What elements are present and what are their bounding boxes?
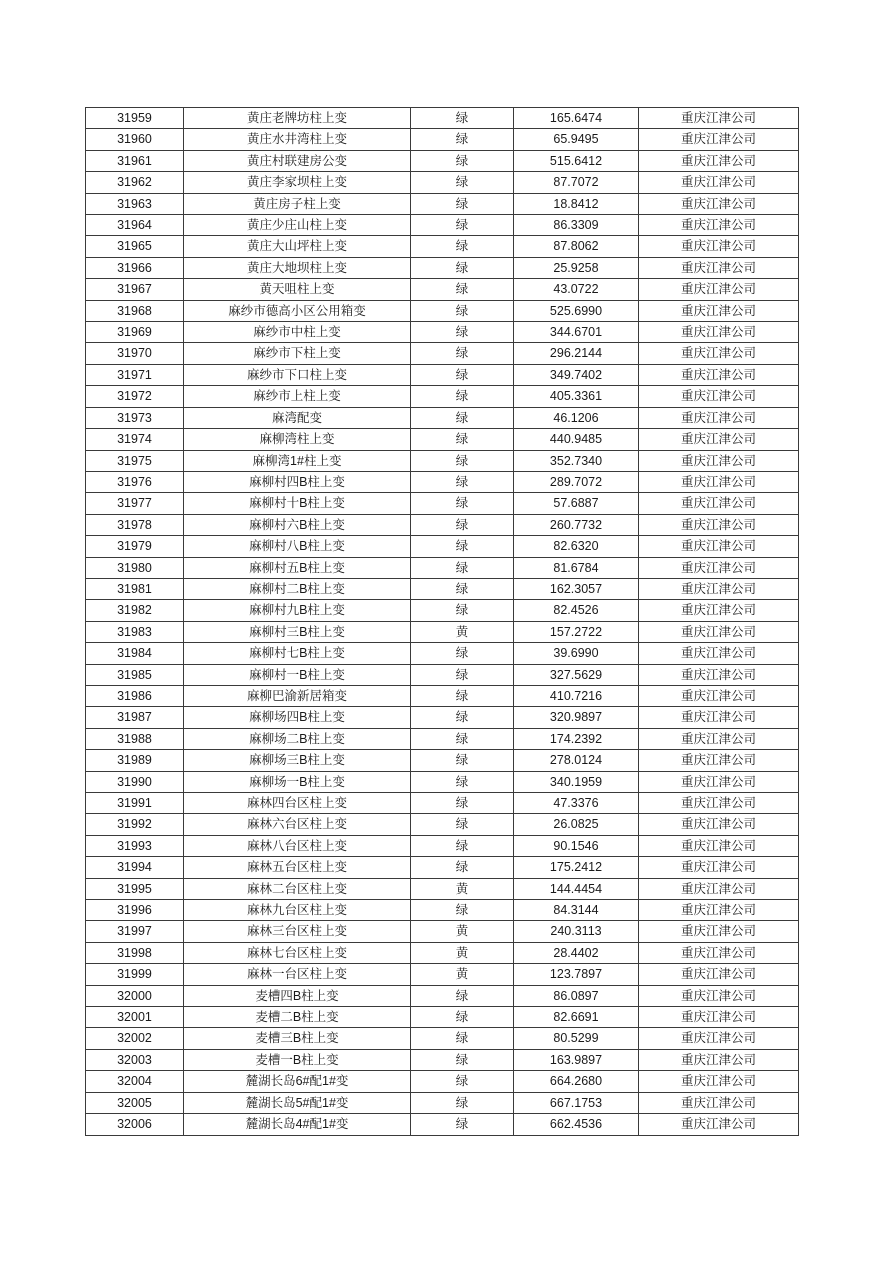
value-cell: 28.4402 (514, 942, 639, 963)
status-cell: 绿 (411, 1007, 514, 1028)
name-cell: 麻纱市上柱上变 (184, 386, 411, 407)
row-id-cell: 31962 (86, 172, 184, 193)
company-cell: 重庆江津公司 (639, 793, 799, 814)
company-cell: 重庆江津公司 (639, 407, 799, 428)
value-cell: 57.6887 (514, 493, 639, 514)
table-row (86, 108, 799, 129)
status-cell: 绿 (411, 322, 514, 343)
table-row (86, 771, 799, 792)
table-row (86, 450, 799, 471)
table-row (86, 707, 799, 728)
value-cell: 340.1959 (514, 771, 639, 792)
row-id-cell: 31970 (86, 343, 184, 364)
table-row (86, 664, 799, 685)
table-row (86, 429, 799, 450)
table-row (86, 364, 799, 385)
table-row (86, 300, 799, 321)
value-cell: 664.2680 (514, 1071, 639, 1092)
name-cell: 麦槽一B柱上变 (184, 1049, 411, 1070)
status-cell: 绿 (411, 728, 514, 749)
value-cell: 662.4536 (514, 1114, 639, 1135)
value-cell: 157.2722 (514, 621, 639, 642)
company-cell: 重庆江津公司 (639, 471, 799, 492)
status-cell: 黄 (411, 621, 514, 642)
company-cell: 重庆江津公司 (639, 322, 799, 343)
table-row (86, 322, 799, 343)
status-cell: 绿 (411, 1071, 514, 1092)
value-cell: 46.1206 (514, 407, 639, 428)
name-cell: 麻林七台区柱上变 (184, 942, 411, 963)
company-cell: 重庆江津公司 (639, 1007, 799, 1028)
table-row (86, 236, 799, 257)
value-cell: 18.8412 (514, 193, 639, 214)
table-row (86, 685, 799, 706)
row-id-cell: 32005 (86, 1092, 184, 1113)
table-row (86, 878, 799, 899)
status-cell: 绿 (411, 707, 514, 728)
name-cell: 黄庄李家坝柱上变 (184, 172, 411, 193)
company-cell: 重庆江津公司 (639, 814, 799, 835)
value-cell: 82.6691 (514, 1007, 639, 1028)
table-row (86, 643, 799, 664)
status-cell: 绿 (411, 386, 514, 407)
company-cell: 重庆江津公司 (639, 750, 799, 771)
value-cell: 320.9897 (514, 707, 639, 728)
table-row (86, 557, 799, 578)
row-id-cell: 31979 (86, 536, 184, 557)
value-cell: 165.6474 (514, 108, 639, 129)
company-cell: 重庆江津公司 (639, 557, 799, 578)
table-row (86, 1071, 799, 1092)
value-cell: 123.7897 (514, 964, 639, 985)
company-cell: 重庆江津公司 (639, 172, 799, 193)
row-id-cell: 31993 (86, 835, 184, 856)
row-id-cell: 31976 (86, 471, 184, 492)
row-id-cell: 31989 (86, 750, 184, 771)
row-id-cell: 31975 (86, 450, 184, 471)
row-id-cell: 31984 (86, 643, 184, 664)
status-cell: 绿 (411, 108, 514, 129)
table-row (86, 129, 799, 150)
company-cell: 重庆江津公司 (639, 1049, 799, 1070)
value-cell: 296.2144 (514, 343, 639, 364)
company-cell: 重庆江津公司 (639, 771, 799, 792)
name-cell: 黄庄大地坝柱上变 (184, 257, 411, 278)
row-id-cell: 31985 (86, 664, 184, 685)
status-cell: 绿 (411, 557, 514, 578)
company-cell: 重庆江津公司 (639, 108, 799, 129)
company-cell: 重庆江津公司 (639, 279, 799, 300)
status-cell: 绿 (411, 1049, 514, 1070)
value-cell: 163.9897 (514, 1049, 639, 1070)
row-id-cell: 31972 (86, 386, 184, 407)
table-row (86, 279, 799, 300)
status-cell: 绿 (411, 578, 514, 599)
name-cell: 麻林二台区柱上变 (184, 878, 411, 899)
company-cell: 重庆江津公司 (639, 514, 799, 535)
status-cell: 绿 (411, 300, 514, 321)
status-cell: 绿 (411, 814, 514, 835)
status-cell: 绿 (411, 407, 514, 428)
name-cell: 麻柳村一B柱上变 (184, 664, 411, 685)
name-cell: 麻纱市下柱上变 (184, 343, 411, 364)
value-cell: 84.3144 (514, 900, 639, 921)
name-cell: 麻林四台区柱上变 (184, 793, 411, 814)
status-cell: 绿 (411, 257, 514, 278)
row-id-cell: 31971 (86, 364, 184, 385)
table-row (86, 150, 799, 171)
company-cell: 重庆江津公司 (639, 150, 799, 171)
status-cell: 绿 (411, 129, 514, 150)
row-id-cell: 31992 (86, 814, 184, 835)
status-cell: 绿 (411, 471, 514, 492)
row-id-cell: 31965 (86, 236, 184, 257)
name-cell: 黄庄水井湾柱上变 (184, 129, 411, 150)
value-cell: 65.9495 (514, 129, 639, 150)
value-cell: 80.5299 (514, 1028, 639, 1049)
name-cell: 麻林九台区柱上变 (184, 900, 411, 921)
name-cell: 麓湖长岛6#配1#变 (184, 1071, 411, 1092)
value-cell: 405.3361 (514, 386, 639, 407)
status-cell: 绿 (411, 236, 514, 257)
row-id-cell: 32006 (86, 1114, 184, 1135)
company-cell: 重庆江津公司 (639, 193, 799, 214)
table-row (86, 1092, 799, 1113)
row-id-cell: 31999 (86, 964, 184, 985)
table-row (86, 621, 799, 642)
name-cell: 麻纱市德高小区公用箱变 (184, 300, 411, 321)
table-row (86, 793, 799, 814)
status-cell: 绿 (411, 150, 514, 171)
company-cell: 重庆江津公司 (639, 942, 799, 963)
table-row (86, 215, 799, 236)
table-body (86, 108, 799, 1136)
status-cell: 绿 (411, 514, 514, 535)
row-id-cell: 31961 (86, 150, 184, 171)
status-cell: 绿 (411, 685, 514, 706)
status-cell: 绿 (411, 1028, 514, 1049)
value-cell: 81.6784 (514, 557, 639, 578)
company-cell: 重庆江津公司 (639, 300, 799, 321)
name-cell: 麻林三台区柱上变 (184, 921, 411, 942)
row-id-cell: 32004 (86, 1071, 184, 1092)
row-id-cell: 31998 (86, 942, 184, 963)
table-row (86, 172, 799, 193)
status-cell: 绿 (411, 279, 514, 300)
table-row (86, 857, 799, 878)
name-cell: 麻柳村三B柱上变 (184, 621, 411, 642)
value-cell: 39.6990 (514, 643, 639, 664)
company-cell: 重庆江津公司 (639, 728, 799, 749)
name-cell: 麻湾配变 (184, 407, 411, 428)
name-cell: 麻柳村十B柱上变 (184, 493, 411, 514)
name-cell: 黄庄村联建房公变 (184, 150, 411, 171)
value-cell: 525.6990 (514, 300, 639, 321)
table-row (86, 985, 799, 1006)
row-id-cell: 31964 (86, 215, 184, 236)
company-cell: 重庆江津公司 (639, 621, 799, 642)
name-cell: 黄天咀柱上变 (184, 279, 411, 300)
name-cell: 麻柳湾1#柱上变 (184, 450, 411, 471)
name-cell: 麻柳村四B柱上变 (184, 471, 411, 492)
row-id-cell: 31996 (86, 900, 184, 921)
row-id-cell: 31986 (86, 685, 184, 706)
status-cell: 绿 (411, 193, 514, 214)
value-cell: 240.3113 (514, 921, 639, 942)
transformer-table (85, 107, 799, 1136)
table-row (86, 386, 799, 407)
row-id-cell: 31995 (86, 878, 184, 899)
row-id-cell: 31982 (86, 600, 184, 621)
company-cell: 重庆江津公司 (639, 343, 799, 364)
table-row (86, 1049, 799, 1070)
status-cell: 绿 (411, 857, 514, 878)
table-row (86, 343, 799, 364)
company-cell: 重庆江津公司 (639, 643, 799, 664)
value-cell: 162.3057 (514, 578, 639, 599)
table-row (86, 964, 799, 985)
name-cell: 麻柳湾柱上变 (184, 429, 411, 450)
value-cell: 349.7402 (514, 364, 639, 385)
row-id-cell: 32003 (86, 1049, 184, 1070)
row-id-cell: 31973 (86, 407, 184, 428)
status-cell: 绿 (411, 429, 514, 450)
name-cell: 麓湖长岛5#配1#变 (184, 1092, 411, 1113)
company-cell: 重庆江津公司 (639, 1028, 799, 1049)
company-cell: 重庆江津公司 (639, 1092, 799, 1113)
company-cell: 重庆江津公司 (639, 878, 799, 899)
status-cell: 绿 (411, 215, 514, 236)
status-cell: 绿 (411, 1114, 514, 1135)
name-cell: 麻柳场四B柱上变 (184, 707, 411, 728)
company-cell: 重庆江津公司 (639, 835, 799, 856)
value-cell: 82.4526 (514, 600, 639, 621)
row-id-cell: 31990 (86, 771, 184, 792)
name-cell: 麻柳村二B柱上变 (184, 578, 411, 599)
row-id-cell: 31966 (86, 257, 184, 278)
table-row (86, 514, 799, 535)
value-cell: 87.8062 (514, 236, 639, 257)
status-cell: 绿 (411, 750, 514, 771)
row-id-cell: 31983 (86, 621, 184, 642)
value-cell: 410.7216 (514, 685, 639, 706)
row-id-cell: 31968 (86, 300, 184, 321)
name-cell: 麻林八台区柱上变 (184, 835, 411, 856)
status-cell: 黄 (411, 878, 514, 899)
name-cell: 黄庄老牌坊柱上变 (184, 108, 411, 129)
status-cell: 绿 (411, 343, 514, 364)
status-cell: 绿 (411, 364, 514, 385)
name-cell: 麻柳村九B柱上变 (184, 600, 411, 621)
value-cell: 144.4454 (514, 878, 639, 899)
row-id-cell: 31960 (86, 129, 184, 150)
value-cell: 90.1546 (514, 835, 639, 856)
name-cell: 黄庄大山坪柱上变 (184, 236, 411, 257)
name-cell: 麦槽三B柱上变 (184, 1028, 411, 1049)
status-cell: 绿 (411, 664, 514, 685)
table-row (86, 1114, 799, 1135)
table-row (86, 600, 799, 621)
table-row (86, 814, 799, 835)
company-cell: 重庆江津公司 (639, 1071, 799, 1092)
row-id-cell: 31988 (86, 728, 184, 749)
value-cell: 25.9258 (514, 257, 639, 278)
company-cell: 重庆江津公司 (639, 493, 799, 514)
row-id-cell: 31980 (86, 557, 184, 578)
company-cell: 重庆江津公司 (639, 685, 799, 706)
table-row (86, 407, 799, 428)
value-cell: 289.7072 (514, 471, 639, 492)
name-cell: 黄庄房子柱上变 (184, 193, 411, 214)
table-row (86, 835, 799, 856)
company-cell: 重庆江津公司 (639, 578, 799, 599)
status-cell: 绿 (411, 450, 514, 471)
value-cell: 86.0897 (514, 985, 639, 1006)
row-id-cell: 32000 (86, 985, 184, 1006)
status-cell: 绿 (411, 985, 514, 1006)
row-id-cell: 32002 (86, 1028, 184, 1049)
company-cell: 重庆江津公司 (639, 964, 799, 985)
table-row (86, 900, 799, 921)
value-cell: 667.1753 (514, 1092, 639, 1113)
company-cell: 重庆江津公司 (639, 450, 799, 471)
company-cell: 重庆江津公司 (639, 215, 799, 236)
table-row (86, 750, 799, 771)
company-cell: 重庆江津公司 (639, 900, 799, 921)
status-cell: 绿 (411, 771, 514, 792)
row-id-cell: 31994 (86, 857, 184, 878)
name-cell: 麦槽四B柱上变 (184, 985, 411, 1006)
name-cell: 麻柳巴渝新居箱变 (184, 685, 411, 706)
company-cell: 重庆江津公司 (639, 985, 799, 1006)
company-cell: 重庆江津公司 (639, 707, 799, 728)
company-cell: 重庆江津公司 (639, 600, 799, 621)
value-cell: 515.6412 (514, 150, 639, 171)
company-cell: 重庆江津公司 (639, 364, 799, 385)
status-cell: 绿 (411, 600, 514, 621)
row-id-cell: 31987 (86, 707, 184, 728)
status-cell: 绿 (411, 172, 514, 193)
row-id-cell: 31963 (86, 193, 184, 214)
table-row (86, 257, 799, 278)
name-cell: 麻柳村五B柱上变 (184, 557, 411, 578)
status-cell: 黄 (411, 964, 514, 985)
table-row (86, 578, 799, 599)
value-cell: 344.6701 (514, 322, 639, 343)
value-cell: 175.2412 (514, 857, 639, 878)
value-cell: 26.0825 (514, 814, 639, 835)
table-row (86, 493, 799, 514)
name-cell: 麻林一台区柱上变 (184, 964, 411, 985)
row-id-cell: 32001 (86, 1007, 184, 1028)
status-cell: 绿 (411, 643, 514, 664)
row-id-cell: 31991 (86, 793, 184, 814)
company-cell: 重庆江津公司 (639, 536, 799, 557)
company-cell: 重庆江津公司 (639, 236, 799, 257)
company-cell: 重庆江津公司 (639, 1114, 799, 1135)
value-cell: 278.0124 (514, 750, 639, 771)
name-cell: 麻纱市中柱上变 (184, 322, 411, 343)
row-id-cell: 31997 (86, 921, 184, 942)
company-cell: 重庆江津公司 (639, 664, 799, 685)
name-cell: 麻柳村六B柱上变 (184, 514, 411, 535)
status-cell: 绿 (411, 536, 514, 557)
row-id-cell: 31981 (86, 578, 184, 599)
name-cell: 麻柳场一B柱上变 (184, 771, 411, 792)
value-cell: 352.7340 (514, 450, 639, 471)
company-cell: 重庆江津公司 (639, 257, 799, 278)
name-cell: 麻柳村八B柱上变 (184, 536, 411, 557)
company-cell: 重庆江津公司 (639, 386, 799, 407)
table-row (86, 471, 799, 492)
name-cell: 麻柳场三B柱上变 (184, 750, 411, 771)
table-row (86, 1007, 799, 1028)
table-row (86, 921, 799, 942)
table-row (86, 728, 799, 749)
status-cell: 绿 (411, 835, 514, 856)
name-cell: 麻林六台区柱上变 (184, 814, 411, 835)
name-cell: 麦槽二B柱上变 (184, 1007, 411, 1028)
name-cell: 麻纱市下口柱上变 (184, 364, 411, 385)
name-cell: 黄庄少庄山柱上变 (184, 215, 411, 236)
name-cell: 麓湖长岛4#配1#变 (184, 1114, 411, 1135)
status-cell: 绿 (411, 1092, 514, 1113)
company-cell: 重庆江津公司 (639, 921, 799, 942)
company-cell: 重庆江津公司 (639, 857, 799, 878)
status-cell: 绿 (411, 900, 514, 921)
name-cell: 麻柳村七B柱上变 (184, 643, 411, 664)
company-cell: 重庆江津公司 (639, 429, 799, 450)
table-row (86, 536, 799, 557)
row-id-cell: 31978 (86, 514, 184, 535)
row-id-cell: 31977 (86, 493, 184, 514)
value-cell: 87.7072 (514, 172, 639, 193)
value-cell: 86.3309 (514, 215, 639, 236)
status-cell: 黄 (411, 921, 514, 942)
name-cell: 麻柳场二B柱上变 (184, 728, 411, 749)
row-id-cell: 31974 (86, 429, 184, 450)
table-row (86, 193, 799, 214)
table-row (86, 942, 799, 963)
status-cell: 绿 (411, 793, 514, 814)
value-cell: 47.3376 (514, 793, 639, 814)
row-id-cell: 31969 (86, 322, 184, 343)
status-cell: 绿 (411, 493, 514, 514)
value-cell: 440.9485 (514, 429, 639, 450)
value-cell: 43.0722 (514, 279, 639, 300)
row-id-cell: 31967 (86, 279, 184, 300)
value-cell: 82.6320 (514, 536, 639, 557)
value-cell: 260.7732 (514, 514, 639, 535)
table-row (86, 1028, 799, 1049)
status-cell: 黄 (411, 942, 514, 963)
name-cell: 麻林五台区柱上变 (184, 857, 411, 878)
value-cell: 327.5629 (514, 664, 639, 685)
row-id-cell: 31959 (86, 108, 184, 129)
value-cell: 174.2392 (514, 728, 639, 749)
company-cell: 重庆江津公司 (639, 129, 799, 150)
